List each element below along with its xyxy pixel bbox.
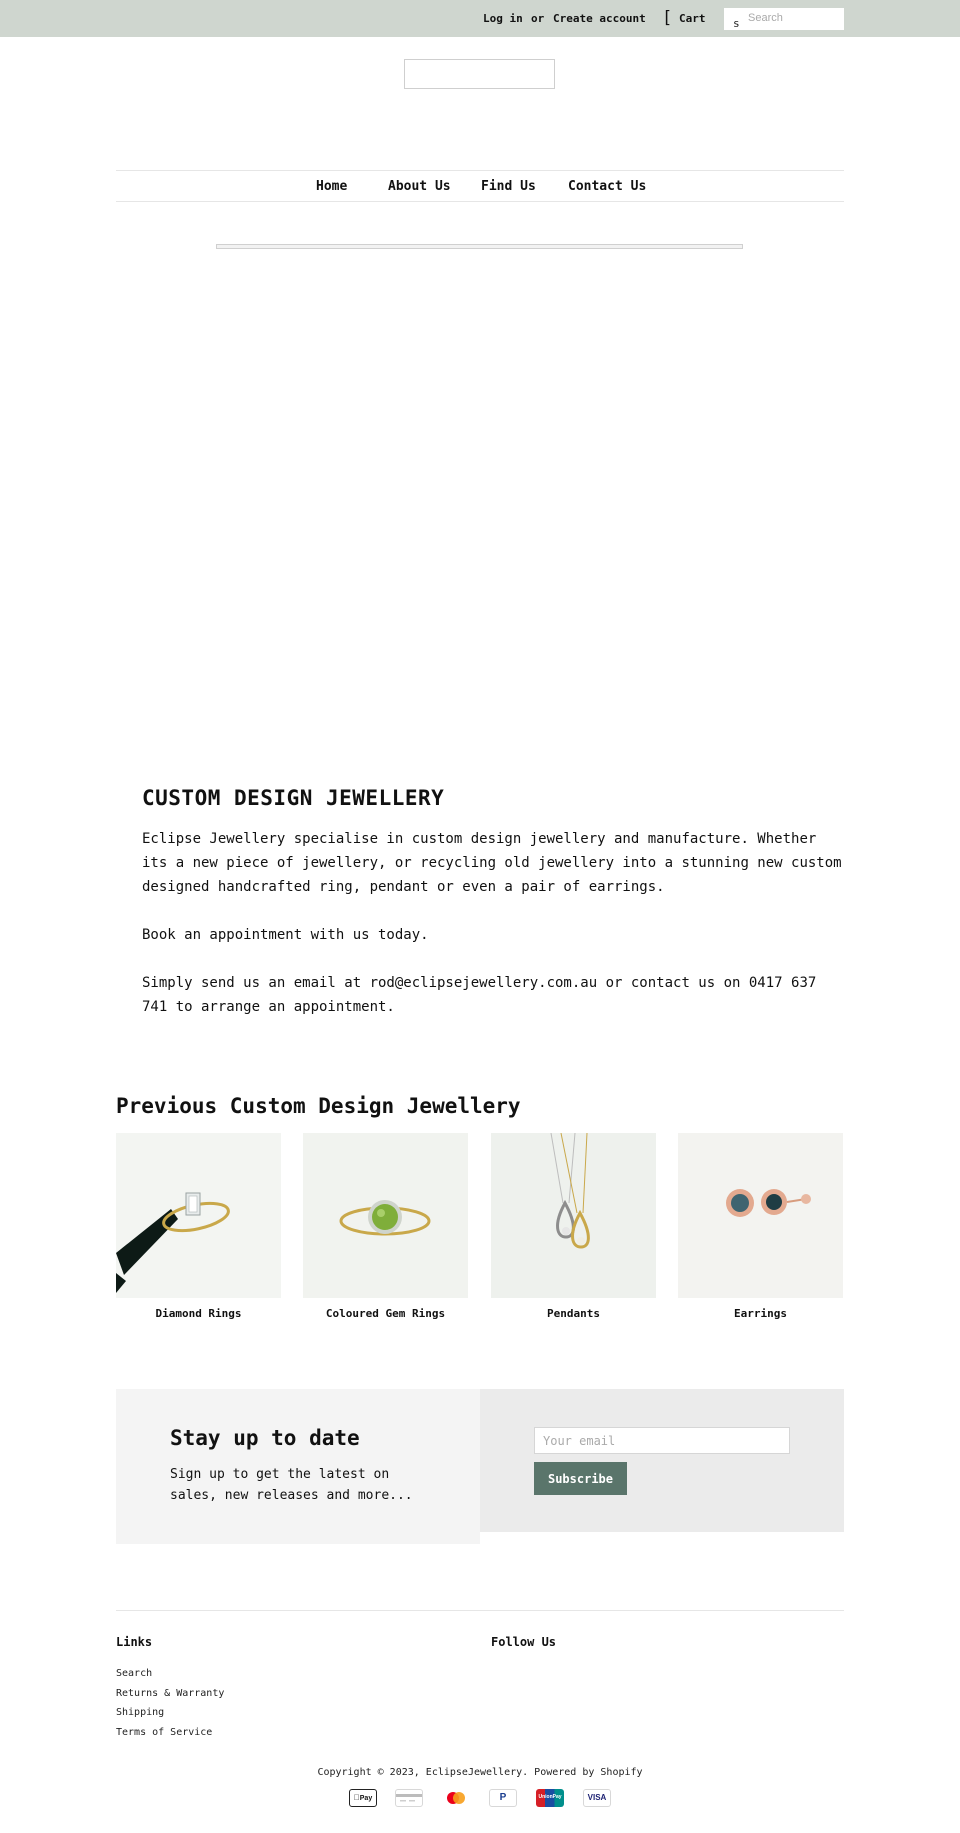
newsletter-title: Stay up to date (170, 1426, 360, 1450)
newsletter-text-panel (116, 1389, 480, 1544)
collection-tile-diamond-rings[interactable] (116, 1133, 281, 1320)
slideshow-placeholder (216, 244, 743, 249)
coloured-gem-ring-image[interactable] (303, 1133, 468, 1298)
search-icon[interactable]: s (733, 17, 740, 30)
footer-divider (116, 1610, 844, 1611)
apple-pay-label: Pay (356, 1795, 370, 1802)
list-item (116, 1684, 224, 1704)
intro-paragraph: Simply send us an email at rod@eclipsejewellery.com.au or contact us on 0417 637 741 to arrange an appointment. (142, 975, 817, 1015)
mastercard-icon (442, 1789, 470, 1807)
nav-item-about-us[interactable]: About Us (388, 179, 451, 194)
pendants-image[interactable] (491, 1133, 656, 1298)
newsletter-description: Sign up to get the latest on sales, new releases and more... (170, 1467, 413, 1503)
search-box (724, 8, 844, 30)
login-link[interactable]: Log in (483, 12, 523, 25)
cart-link[interactable]: Cart (679, 12, 706, 25)
footer-link-terms[interactable]: Terms of Service (116, 1726, 213, 1738)
collection-tile-pendants[interactable] (491, 1133, 656, 1320)
cart-icon[interactable]: [ (662, 8, 673, 28)
search-input[interactable] (748, 10, 840, 26)
subscribe-button[interactable]: Subscribe (534, 1462, 627, 1495)
nav-item-home[interactable]: Home (316, 179, 348, 194)
or-separator: or (531, 12, 545, 25)
footer-links-heading: Links (116, 1635, 153, 1649)
copyright-text: Copyright © 2023, EclipseJewellery. Powered by Shopify (317, 1767, 643, 1778)
generic-card-icon (395, 1789, 423, 1807)
intro-paragraph: Eclipse Jewellery specialise in custom design jewellery and manufacture. Whether its a new piece of jewellery, or recycling old jewellery into a stunning new custom designed handcrafted ring, pendant or even a pair of earrings. (142, 831, 842, 895)
site-logo[interactable] (404, 59, 555, 89)
tile-label[interactable]: Pendants (547, 1307, 600, 1320)
newsletter-form-panel (480, 1389, 844, 1532)
intro-paragraph: Book an appointment with us today. (142, 927, 429, 943)
list-item (116, 1703, 224, 1723)
tile-label[interactable]: Earrings (734, 1307, 787, 1320)
nav-item-contact-us[interactable]: Contact Us (568, 179, 647, 194)
nav-item-find-us[interactable]: Find Us (481, 179, 536, 194)
paypal-icon: P (489, 1789, 517, 1807)
collection-tile-coloured-gem-rings[interactable] (303, 1133, 468, 1320)
create-account-link[interactable]: Create account (553, 12, 646, 25)
diamond-ring-image[interactable] (116, 1133, 281, 1298)
top-bar (0, 0, 960, 37)
tile-label[interactable]: Diamond Rings (155, 1307, 242, 1320)
intro-section (142, 786, 842, 1015)
collection-tile-earrings[interactable] (678, 1133, 843, 1320)
footer-links (116, 1664, 224, 1742)
footer-link-shipping[interactable]: Shipping (116, 1707, 165, 1718)
apple-pay-icon (349, 1789, 377, 1807)
footer-follow-heading: Follow Us (491, 1635, 557, 1649)
collection-title: Previous Custom Design Jewellery (116, 1094, 521, 1118)
list-item (116, 1723, 224, 1743)
payment-icons (349, 1789, 611, 1809)
footer-link-search[interactable]: Search (116, 1668, 153, 1679)
visa-icon: VISA (583, 1789, 611, 1807)
unionpay-icon: UnionPay (536, 1789, 564, 1807)
main-nav (116, 170, 844, 202)
newsletter-email-input[interactable] (534, 1427, 790, 1454)
earrings-image[interactable] (678, 1133, 843, 1298)
intro-title: CUSTOM DESIGN JEWELLERY (142, 786, 445, 810)
footer-link-returns-warranty[interactable]: Returns & Warranty (116, 1687, 225, 1699)
list-item (116, 1664, 224, 1684)
tile-label[interactable]: Coloured Gem Rings (325, 1307, 446, 1320)
